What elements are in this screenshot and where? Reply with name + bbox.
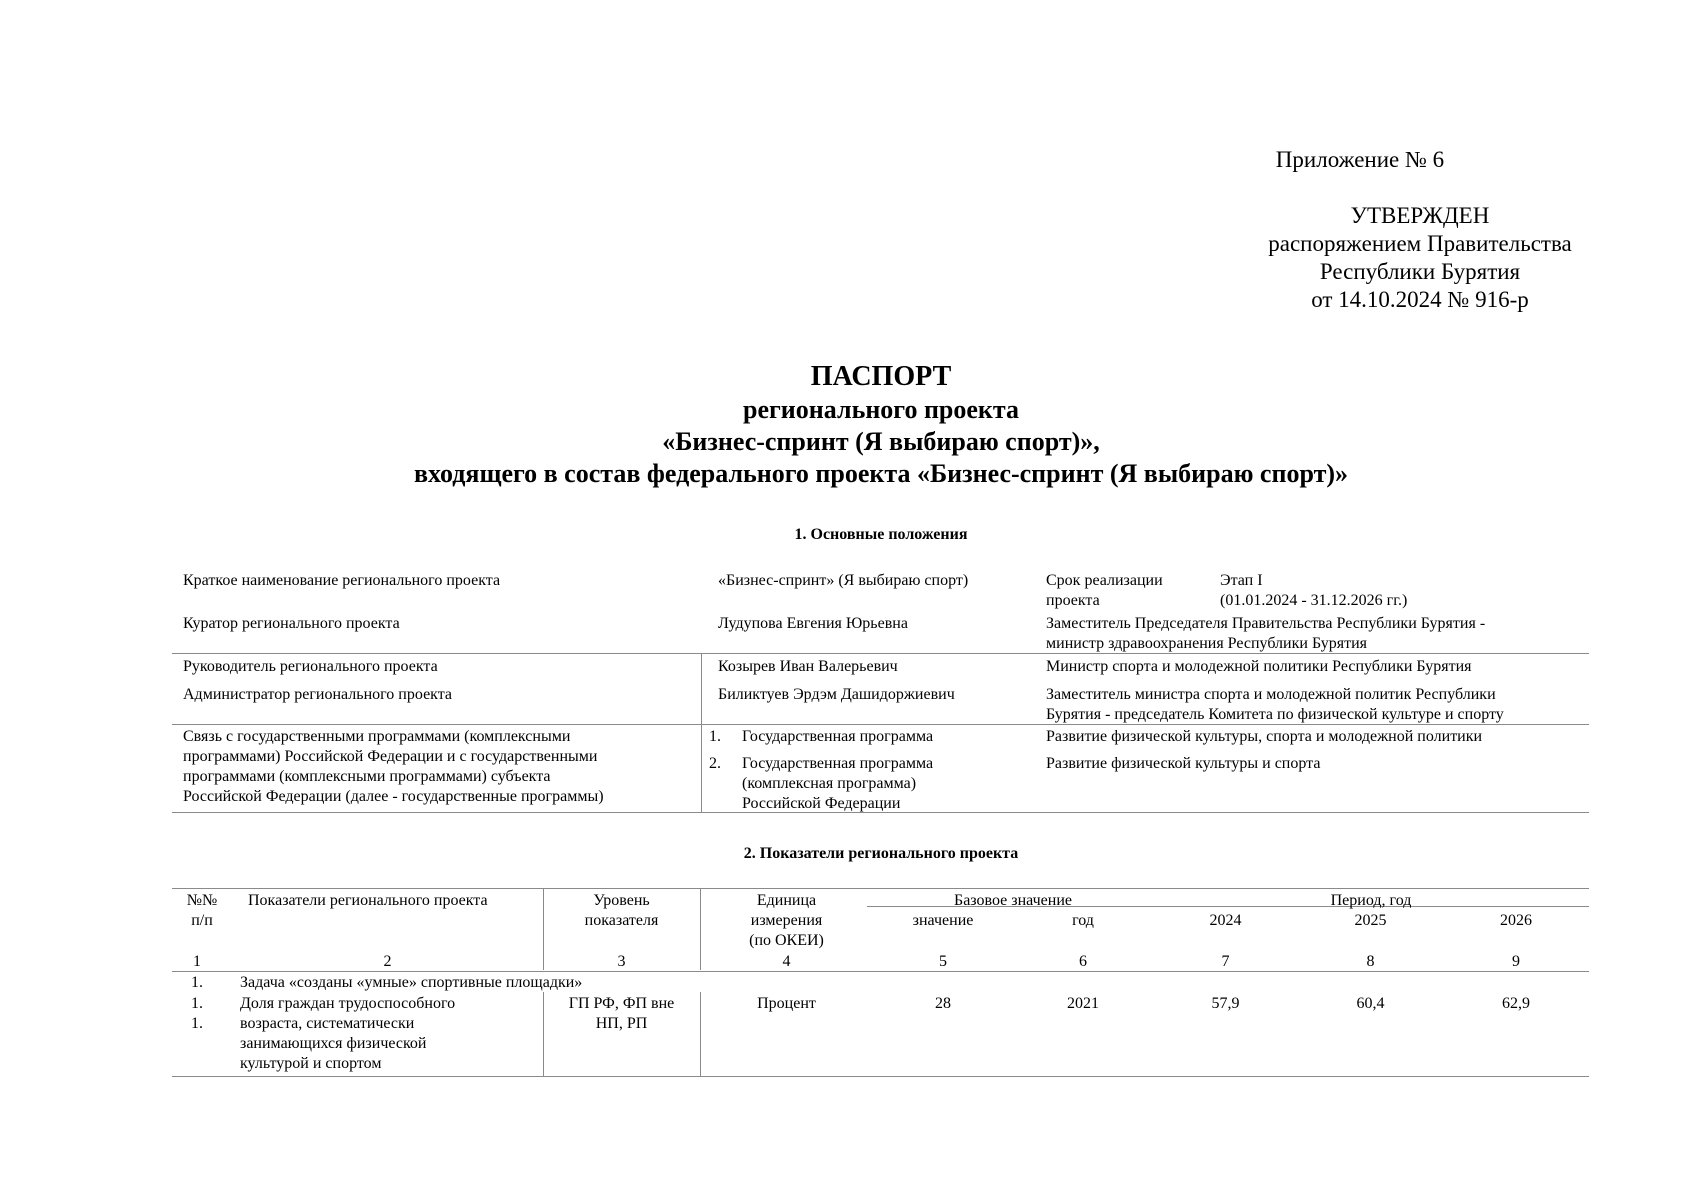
task-text: Задача «созданы «умные» спортивные площадки» <box>240 974 583 991</box>
title-line-3: входящего в состав федерального проекта «Бизнес-спринт (Я выбираю спорт)» <box>413 459 1349 488</box>
header-period: Период, год <box>1330 892 1412 909</box>
program-1-name: Государственная программа <box>742 728 934 745</box>
row-base-value: 28 <box>935 995 951 1012</box>
admin-position-2: Бурятия - председатель Комитета по физической культуре и спорту <box>1046 706 1504 723</box>
term-label-2: проекта <box>1046 592 1100 609</box>
header-base-value: значение <box>912 912 974 929</box>
approval-block <box>1250 202 1590 314</box>
link-label-1: Связь с государственными программами (комплексными <box>183 728 571 745</box>
row-name-2: возраста, систематически <box>240 1015 415 1032</box>
section-2-title: 2. Показатели регионального проекта <box>743 845 1019 862</box>
title-line-2: «Бизнес-спринт (Я выбираю спорт)», <box>662 427 1100 456</box>
curator-position-1: Заместитель Председателя Правительства Республики Бурятия - <box>1046 615 1486 632</box>
approval-status: УТВЕРЖДЕН <box>1350 203 1490 228</box>
link-label-2: программами) Российской Федерации и с государственными <box>183 748 598 765</box>
header-unit-2: измерения <box>750 912 823 929</box>
approval-line-3: от 14.10.2024 № 916-р <box>1311 287 1529 312</box>
stage-label: Этап I <box>1220 572 1263 589</box>
row-base-year: 2021 <box>1067 995 1099 1012</box>
row-name-3: занимающихся физической <box>240 1035 427 1052</box>
program-1-number: 1. <box>709 728 721 745</box>
row-unit: Процент <box>757 995 816 1012</box>
header-year-2026: 2026 <box>1500 912 1532 929</box>
header-year-2025: 2025 <box>1354 912 1387 929</box>
header-level-2: показателя <box>584 912 659 929</box>
approval-line-1: распоряжением Правительства <box>1268 231 1572 256</box>
col-number: 1 <box>193 953 201 970</box>
head-position: Министр спорта и молодежной политики Республики Бурятия <box>1046 658 1472 675</box>
table-rule <box>701 653 702 812</box>
table-rule <box>172 1076 1589 1077</box>
document-title <box>172 360 1590 490</box>
header-year-2024: 2024 <box>1209 912 1242 929</box>
col-number: 2 <box>383 953 392 970</box>
row-name-1: Доля граждан трудоспособного <box>240 995 456 1012</box>
program-2-number: 2. <box>709 755 721 772</box>
row-num-1: 1. <box>191 995 203 1012</box>
task-number: 1. <box>191 974 203 991</box>
section-1-title: 1. Основные положения <box>794 526 968 543</box>
col-number: 3 <box>617 953 626 970</box>
col-number: 7 <box>1221 953 1230 970</box>
curator-label: Куратор регионального проекта <box>183 615 400 632</box>
head-label: Руководитель регионального проекта <box>183 658 438 675</box>
admin-position-1: Заместитель министра спорта и молодежной политик Республики <box>1046 686 1496 703</box>
header-num-1: №№ <box>186 892 218 909</box>
link-label-4: Российской Федерации (далее - государственные программы) <box>183 788 604 805</box>
col-number: 9 <box>1512 953 1520 970</box>
title-line-1: регионального проекта <box>742 395 1020 424</box>
row-level-2: НП, РП <box>595 1015 648 1032</box>
admin-label: Администратор регионального проекта <box>183 686 453 703</box>
program-2-name-1: Государственная программа <box>742 755 934 772</box>
head-name: Козырев Иван Валерьевич <box>718 658 898 675</box>
program-2-name-2: (комплексная программа) <box>742 775 917 792</box>
col-number: 8 <box>1366 953 1375 970</box>
program-1-value: Развитие физической культуры, спорта и молодежной политики <box>1046 728 1483 745</box>
short-name-value: «Бизнес-спринт» (Я выбираю спорт) <box>718 572 969 589</box>
row-value-2024: 57,9 <box>1211 995 1240 1012</box>
term-label-1: Срок реализации <box>1046 572 1163 589</box>
row-value-2025: 60,4 <box>1356 995 1385 1012</box>
header-base: Базовое значение <box>954 892 1072 909</box>
header-unit-1: Единица <box>756 892 817 909</box>
link-label-3: программами (комплексными программами) субъекта <box>183 768 551 785</box>
admin-name: Биликтуев Эрдэм Дашидоржиевич <box>718 686 955 703</box>
title-line-0: ПАСПОРТ <box>810 361 952 392</box>
curator-name: Лудупова Евгения Юрьевна <box>718 615 908 632</box>
row-num-2: 1. <box>191 1015 203 1032</box>
col-number: 4 <box>782 953 791 970</box>
row-level-1: ГП РФ, ФП вне <box>568 995 675 1012</box>
curator-position-2: министр здравоохранения Республики Бурятия <box>1046 635 1367 652</box>
appendix-label: Приложение № 6 <box>1275 147 1445 172</box>
approval-line-2: Республики Бурятия <box>1319 259 1521 284</box>
header-level-1: Уровень <box>593 892 650 909</box>
program-2-value: Развитие физической культуры и спорта <box>1046 755 1321 772</box>
table-rule <box>172 653 1589 654</box>
col-number: 6 <box>1079 953 1087 970</box>
short-name-label: Краткое наименование регионального проекта <box>183 572 501 589</box>
row-name-4: культурой и спортом <box>240 1055 382 1072</box>
stage-dates: (01.01.2024 - 31.12.2026 гг.) <box>1220 592 1408 609</box>
header-unit-3: (по ОКЕИ) <box>749 932 824 949</box>
header-num-2: п/п <box>191 912 213 929</box>
row-value-2026: 62,9 <box>1502 995 1530 1012</box>
program-2-name-3: Российской Федерации <box>742 795 901 812</box>
col-number: 5 <box>939 953 947 970</box>
table-rule <box>172 888 1589 889</box>
header-indicator: Показатели регионального проекта <box>248 892 488 909</box>
header-base-year: год <box>1072 912 1094 929</box>
